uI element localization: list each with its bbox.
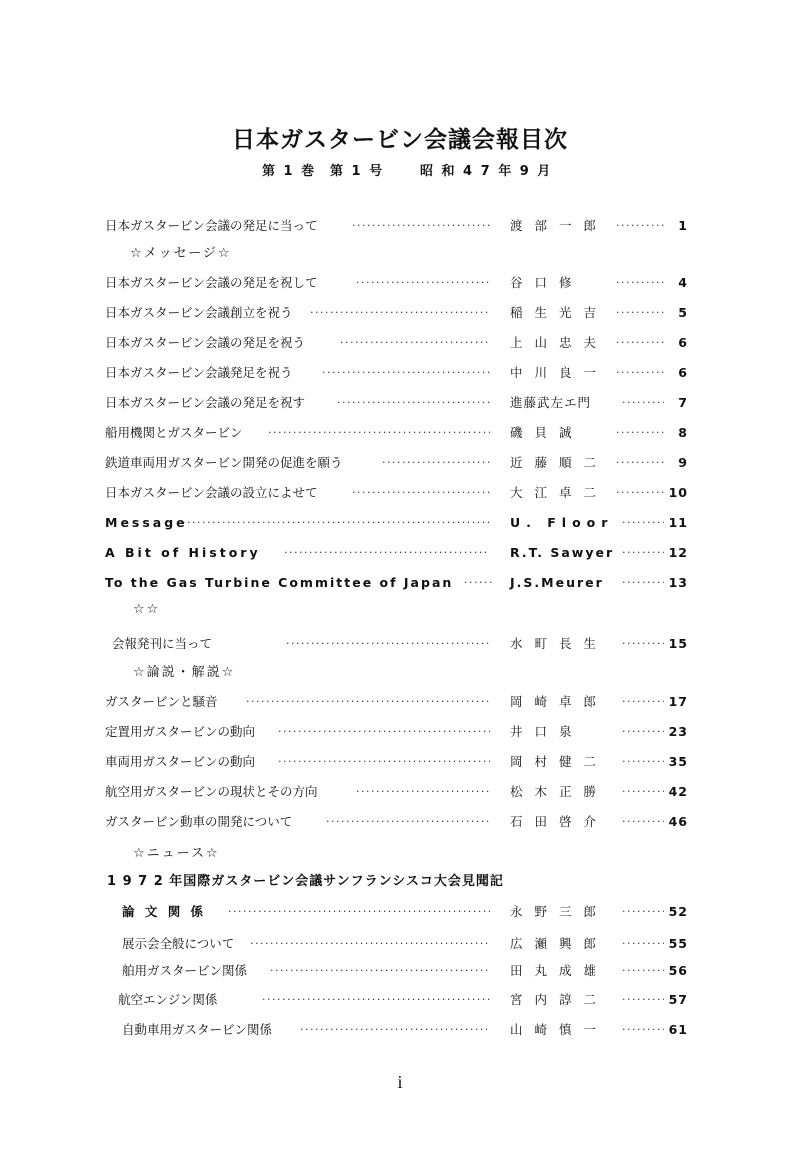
stars-heading: ☆☆ bbox=[133, 602, 161, 617]
entry-page: 52 bbox=[668, 904, 688, 919]
leader-dots bbox=[622, 722, 664, 742]
entry-author: 渡 部 一 郎 bbox=[510, 218, 600, 233]
entry-author: J.S.Meurer bbox=[510, 575, 604, 590]
entry-author: 山 崎 慎 一 bbox=[510, 1022, 600, 1037]
leader-dots bbox=[622, 752, 664, 772]
leader-dots bbox=[352, 216, 490, 236]
entry-title: 鉄道車両用ガスタービン開発の促進を願う bbox=[105, 455, 343, 470]
toc-entry[interactable] bbox=[0, 990, 800, 1010]
entry-author: U. Floor bbox=[510, 515, 614, 530]
entry-page: 6 bbox=[678, 365, 688, 380]
entry-page: 46 bbox=[668, 814, 688, 829]
leader-dots bbox=[622, 1020, 664, 1040]
entry-title: 舶用ガスタービン関係 bbox=[122, 963, 248, 978]
entry-title: 航空用ガスタービンの現状とその方向 bbox=[105, 784, 318, 799]
entry-page: 13 bbox=[668, 575, 688, 590]
entry-author: 広 瀬 興 郎 bbox=[510, 936, 600, 951]
toc-entry[interactable] bbox=[0, 752, 800, 772]
entry-author: 上 山 忠 夫 bbox=[510, 335, 600, 350]
leader-dots bbox=[278, 722, 490, 742]
entry-author: 松 木 正 勝 bbox=[510, 784, 600, 799]
toc-entry[interactable] bbox=[0, 1020, 800, 1040]
entry-page: 23 bbox=[668, 724, 688, 739]
leader-dots bbox=[356, 782, 490, 802]
page-number-marker: i bbox=[397, 1072, 403, 1092]
entry-author: 岡 崎 卓 郎 bbox=[510, 694, 600, 709]
toc-entry[interactable] bbox=[0, 692, 800, 712]
leader-dots bbox=[622, 513, 664, 533]
leader-dots bbox=[352, 483, 490, 503]
entry-title: 論 文 関 係 bbox=[122, 904, 207, 919]
toc-entry[interactable] bbox=[0, 333, 800, 353]
issue-date: 昭 和 4 7 年 9 月 bbox=[420, 164, 553, 179]
leader-dots bbox=[622, 782, 664, 802]
entry-title: 日本ガスタービン会議の発足を祝して bbox=[105, 275, 318, 290]
leader-dots bbox=[622, 990, 664, 1010]
page-title: 日本ガスタービン会議会報目次 bbox=[232, 127, 568, 153]
entry-author: 井 口 泉 bbox=[510, 724, 576, 739]
entry-page: 8 bbox=[678, 425, 688, 440]
toc-entry[interactable] bbox=[0, 423, 800, 443]
entry-page: 12 bbox=[668, 545, 688, 560]
leader-dots bbox=[284, 543, 490, 563]
leader-dots bbox=[622, 934, 664, 954]
leader-dots bbox=[622, 634, 664, 654]
leader-dots bbox=[616, 216, 664, 236]
entry-title: Message bbox=[105, 515, 188, 530]
entry-page: 55 bbox=[668, 936, 688, 951]
entry-author: 近 藤 順 二 bbox=[510, 455, 600, 470]
leader-dots bbox=[622, 393, 664, 413]
entry-author: 大 江 卓 二 bbox=[510, 485, 600, 500]
entry-author: 稲 生 光 吉 bbox=[510, 305, 600, 320]
entry-title: 自動車用ガスタービン関係 bbox=[122, 1022, 273, 1037]
toc-entry[interactable] bbox=[0, 483, 800, 503]
leader-dots bbox=[286, 634, 490, 654]
entry-author: R.T. Sawyer bbox=[510, 545, 615, 560]
leader-dots bbox=[616, 483, 664, 503]
toc-entry[interactable] bbox=[0, 634, 800, 654]
toc-entry[interactable] bbox=[0, 273, 800, 293]
entry-title: 定置用ガスタービンの動向 bbox=[105, 724, 256, 739]
leader-dots bbox=[616, 363, 664, 383]
entry-title: 日本ガスタービン会議創立を祝う bbox=[105, 305, 293, 320]
entry-title: A Bit of History bbox=[105, 545, 261, 560]
toc-entry[interactable] bbox=[0, 303, 800, 323]
leader-dots bbox=[616, 303, 664, 323]
entry-page: 35 bbox=[668, 754, 688, 769]
leader-dots bbox=[616, 333, 664, 353]
entry-page: 42 bbox=[668, 784, 688, 799]
entry-page: 9 bbox=[678, 455, 688, 470]
entry-page: 57 bbox=[668, 992, 688, 1007]
toc-entry[interactable] bbox=[0, 543, 800, 563]
toc-entry[interactable] bbox=[0, 453, 800, 473]
toc-entry[interactable] bbox=[0, 812, 800, 832]
entry-title: 会報発刊に当って bbox=[112, 636, 213, 651]
entry-title: 日本ガスタービン会議の発足に当って bbox=[105, 218, 318, 233]
entry-author: 岡 村 健 二 bbox=[510, 754, 600, 769]
volume-number: 第 1 巻 bbox=[262, 164, 317, 179]
entry-title: To the Gas Turbine Committee of Japan bbox=[105, 575, 454, 590]
news-heading: ☆ニュース☆ bbox=[133, 846, 220, 861]
leader-dots bbox=[270, 961, 490, 981]
toc-entry[interactable] bbox=[0, 513, 800, 533]
entry-author: 田 丸 成 雄 bbox=[510, 963, 600, 978]
leader-dots bbox=[326, 812, 490, 832]
entry-page: 11 bbox=[668, 515, 688, 530]
leader-dots bbox=[310, 303, 490, 323]
entry-author: 石 田 啓 介 bbox=[510, 814, 600, 829]
toc-entry[interactable] bbox=[0, 216, 800, 236]
toc-entry[interactable] bbox=[0, 902, 800, 922]
entry-title: 日本ガスタービン会議の発足を祝す bbox=[105, 395, 306, 410]
issue-number: 第 1 号 bbox=[330, 164, 385, 179]
entry-title: 日本ガスタービン会議の設立によせて bbox=[105, 485, 318, 500]
leader-dots bbox=[337, 393, 490, 413]
leader-dots bbox=[182, 513, 490, 533]
leader-dots bbox=[262, 990, 490, 1010]
leader-dots bbox=[616, 273, 664, 293]
entry-author: 宮 内 諄 二 bbox=[510, 992, 600, 1007]
entry-title: 展示会全般について bbox=[122, 936, 235, 951]
entry-author: 中 川 良 一 bbox=[510, 365, 600, 380]
entry-page: 5 bbox=[678, 305, 688, 320]
leader-dots bbox=[268, 423, 490, 443]
entry-title: 日本ガスタービン会議の発足を祝う bbox=[105, 335, 306, 350]
toc-entry[interactable] bbox=[0, 934, 800, 954]
entry-title: ガスタービン動車の開発について bbox=[105, 814, 293, 829]
leader-dots bbox=[622, 543, 664, 563]
leader-dots bbox=[246, 692, 490, 712]
leader-dots bbox=[622, 573, 664, 593]
entry-title: 船用機関とガスタービン bbox=[105, 425, 243, 440]
entry-page: 6 bbox=[678, 335, 688, 350]
leader-dots bbox=[616, 423, 664, 443]
entry-title: 航空エンジン関係 bbox=[118, 992, 218, 1007]
leader-dots bbox=[464, 573, 492, 593]
leader-dots bbox=[382, 453, 490, 473]
entry-page: 7 bbox=[678, 395, 688, 410]
leader-dots bbox=[622, 961, 664, 981]
messages-heading: ☆メッセージ☆ bbox=[130, 246, 232, 261]
news-section-title: 1 9 7 2 年国際ガスタービン会議サンフランシスコ大会見聞記 bbox=[107, 874, 504, 889]
entry-author: 谷 口 修 bbox=[510, 275, 576, 290]
entry-page: 61 bbox=[668, 1022, 688, 1037]
toc-entry[interactable] bbox=[0, 393, 800, 413]
entry-author: 磯 貝 誠 bbox=[510, 425, 576, 440]
entry-page: 4 bbox=[678, 275, 688, 290]
leader-dots bbox=[300, 1020, 490, 1040]
toc-entry[interactable] bbox=[0, 573, 800, 593]
entry-author: 水 町 長 生 bbox=[510, 636, 600, 651]
leader-dots bbox=[228, 902, 490, 922]
toc-entry[interactable] bbox=[0, 961, 800, 981]
entry-page: 15 bbox=[668, 636, 688, 651]
entry-author: 永 野 三 郎 bbox=[510, 904, 600, 919]
leader-dots bbox=[322, 363, 490, 383]
entry-title: 日本ガスタービン会議発足を祝う bbox=[105, 365, 293, 380]
leader-dots bbox=[622, 902, 664, 922]
entry-title: ガスタービンと騒音 bbox=[105, 694, 218, 709]
entry-title: 車両用ガスタービンの動向 bbox=[105, 754, 256, 769]
toc-entry[interactable] bbox=[0, 722, 800, 742]
leader-dots bbox=[622, 692, 664, 712]
leader-dots bbox=[622, 812, 664, 832]
leader-dots bbox=[250, 934, 490, 954]
leader-dots bbox=[340, 333, 490, 353]
leader-dots bbox=[356, 273, 490, 293]
entry-page: 56 bbox=[668, 963, 688, 978]
leader-dots bbox=[278, 752, 490, 772]
commentary-heading: ☆論説・解説☆ bbox=[133, 665, 236, 680]
toc-entry[interactable] bbox=[0, 363, 800, 383]
toc-entry[interactable] bbox=[0, 782, 800, 802]
entry-page: 10 bbox=[668, 485, 688, 500]
entry-page: 1 bbox=[678, 218, 688, 233]
entry-author: 進藤武左エ門 bbox=[510, 395, 592, 410]
leader-dots bbox=[616, 453, 664, 473]
entry-page: 17 bbox=[668, 694, 688, 709]
